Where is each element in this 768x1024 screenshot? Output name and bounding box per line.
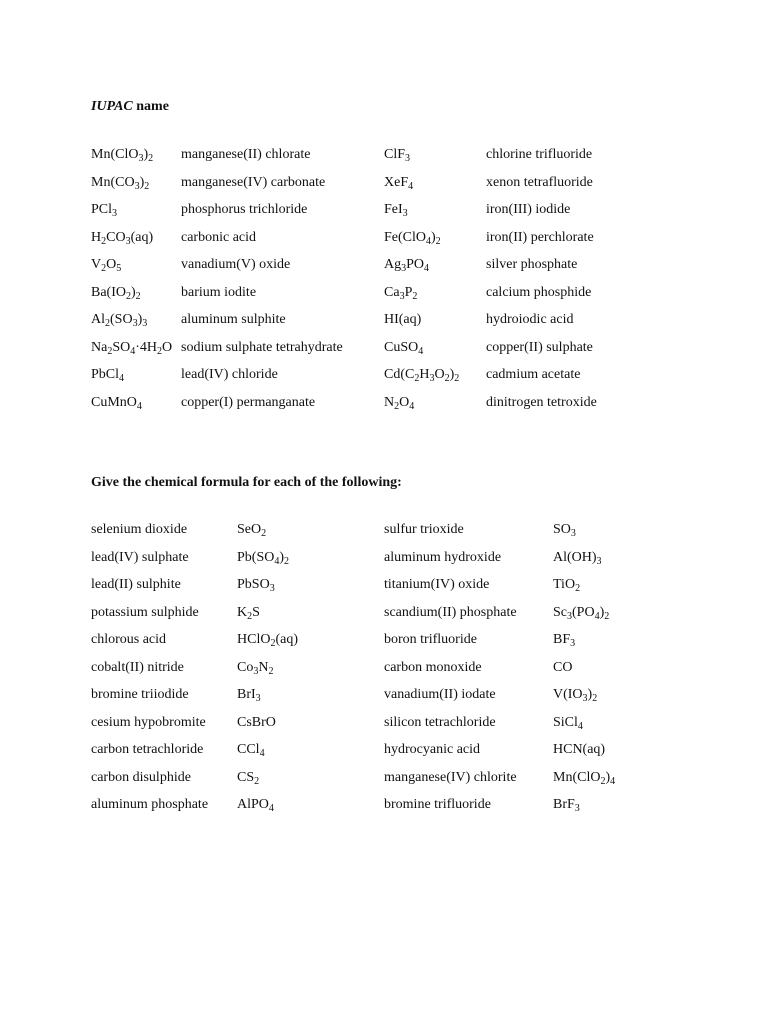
compound-name: sulfur trioxide xyxy=(384,522,464,537)
compound-name: silicon tetrachloride xyxy=(384,714,496,730)
compound-name: carbonic acid xyxy=(181,229,257,245)
chemical-formula: $N_2O_4$ xyxy=(384,394,415,412)
chemical-formula: $Mn(CO_3)_2$ xyxy=(91,174,150,192)
chemical-formula: SeO$_2$ xyxy=(237,522,267,539)
chemical-formula: PCl$_3$ xyxy=(91,202,118,219)
compound-name: carbon disulphide xyxy=(91,769,191,785)
compound-name: manganese(IV) carbonate xyxy=(181,174,326,190)
compound-name: vanadium(II) iodate xyxy=(384,687,496,702)
chemical-formula: $Fe(ClO_4)_2$ xyxy=(384,229,441,247)
compound-name: sodium sulphate tetrahydrate xyxy=(181,339,343,355)
chemical-formula: $CS_2$ xyxy=(237,769,260,787)
chemical-formula: PbCl$_4$ xyxy=(91,367,125,384)
chemical-formula: CCl$_4$ xyxy=(237,742,265,759)
compound-name: carbon monoxide xyxy=(384,659,482,675)
chemical-formula: BrI$_3$ xyxy=(237,687,261,704)
chemical-formula: CO xyxy=(553,659,573,675)
chemical-formula: AlPO$_4$ xyxy=(237,797,274,814)
compound-name: scandium(II) phosphate xyxy=(384,604,517,620)
section1-heading xyxy=(91,99,169,115)
compound-name: bromine trifluoride xyxy=(384,797,491,812)
chemical-formula: $H_2CO_3(aq)$ xyxy=(91,229,154,247)
compound-name: lead(II) sulphite xyxy=(91,577,181,592)
compound-name: cobalt(II) nitride xyxy=(91,659,184,675)
chemical-formula: $Pb(SO_4)_2$ xyxy=(237,549,290,567)
compound-name: hydrocyanic acid xyxy=(384,742,481,757)
compound-name: vanadium(V) oxide xyxy=(181,257,291,272)
chemical-formula: CuMnO$_4$ xyxy=(91,394,142,412)
chemical-formula: HI(aq) xyxy=(384,312,422,327)
chemical-formula: HClO$_2$(aq) xyxy=(237,632,298,649)
chemical-formula: $Mn(ClO_2)_4$ xyxy=(553,769,616,787)
chemical-formula: $Ba(IO_2)_2$ xyxy=(91,284,141,302)
section2-heading: Give the chemical formula for each of the following: xyxy=(91,475,402,490)
compound-name: iron(III) iodide xyxy=(486,202,571,217)
compound-name: bromine triiodide xyxy=(91,687,189,702)
compound-name: carbon tetrachloride xyxy=(91,742,204,757)
chemical-formula: $Al(OH)_3$ xyxy=(553,549,602,567)
chemical-formula: CsBrO xyxy=(237,714,276,730)
compound-name: lead(IV) chloride xyxy=(181,367,278,382)
compound-name: phosphorus trichloride xyxy=(181,202,308,217)
compound-name: iron(II) perchlorate xyxy=(486,229,594,245)
compound-name: aluminum phosphate xyxy=(91,797,209,812)
compound-name: barium iodite xyxy=(181,284,257,300)
compound-name: potassium sulphide xyxy=(91,604,199,620)
chemical-formula: SiCl$_4$ xyxy=(553,714,583,732)
chemical-formula: $BF_3$ xyxy=(553,632,576,649)
compound-name: chlorine trifluoride xyxy=(486,147,593,162)
compound-name: dinitrogen tetroxide xyxy=(486,394,597,410)
compound-name: hydroiodic acid xyxy=(486,312,574,327)
iupac-label: IUPAC xyxy=(91,99,133,114)
chemical-formula: BrF$_3$ xyxy=(553,797,580,814)
compound-name: boron trifluoride xyxy=(384,632,477,647)
compound-name: calcium phosphide xyxy=(486,284,592,300)
compound-name: cadmium acetate xyxy=(486,367,581,382)
chemical-formula: $V(IO_3)_2$ xyxy=(553,687,598,704)
chemical-formula: $Al_2(SO_3)_3$ xyxy=(91,312,148,329)
compound-name: copper(I) permanganate xyxy=(181,394,316,410)
chemical-formula: $Ca_3P_2$ xyxy=(384,284,418,302)
compound-name: cesium hypobromite xyxy=(91,714,206,730)
compound-name: lead(IV) sulphate xyxy=(91,549,189,565)
chemical-formula: ClF$_3$ xyxy=(384,147,411,164)
chemical-formula: $Na_2SO_4\cdot 4H_2O$ xyxy=(91,339,173,357)
chemical-formula: PbSO$_3$ xyxy=(237,577,275,594)
chemical-formula: $K_2S$ xyxy=(237,604,260,622)
chemical-formula: $Ag_3PO_4$ xyxy=(384,257,430,274)
name-label: name xyxy=(132,99,169,114)
chemical-formula: $SO_3$ xyxy=(553,522,576,539)
chemical-formula: TiO$_2$ xyxy=(553,577,581,594)
chemical-formula: FeI$_3$ xyxy=(384,202,408,219)
compound-name: xenon tetrafluoride xyxy=(486,174,593,190)
chemical-formula: $Co_3N_2$ xyxy=(237,659,274,677)
chemical-formula: HCN(aq) xyxy=(553,742,606,757)
chemical-formula: CuSO$_4$ xyxy=(384,339,424,357)
chemical-formula: XeF$_4$ xyxy=(384,174,414,192)
compound-name: aluminum sulphite xyxy=(181,312,286,327)
compound-name: copper(II) sulphate xyxy=(486,339,593,355)
compound-name: manganese(IV) chlorite xyxy=(384,769,517,785)
compound-name: aluminum hydroxide xyxy=(384,549,502,565)
chemical-formula: $Sc_3(PO_4)_2$ xyxy=(553,604,610,622)
compound-name: selenium dioxide xyxy=(91,522,188,537)
compound-name: manganese(II) chlorate xyxy=(181,147,311,162)
chemical-formula: $Mn(ClO_3)_2$ xyxy=(91,147,154,164)
compound-name: silver phosphate xyxy=(486,257,578,272)
compound-name: titanium(IV) oxide xyxy=(384,577,490,592)
compound-name: chlorous acid xyxy=(91,632,167,647)
chemical-formula: $Cd(C_2H_3O_2)_2$ xyxy=(384,367,460,384)
chemical-formula: $V_2O_5$ xyxy=(91,257,122,274)
